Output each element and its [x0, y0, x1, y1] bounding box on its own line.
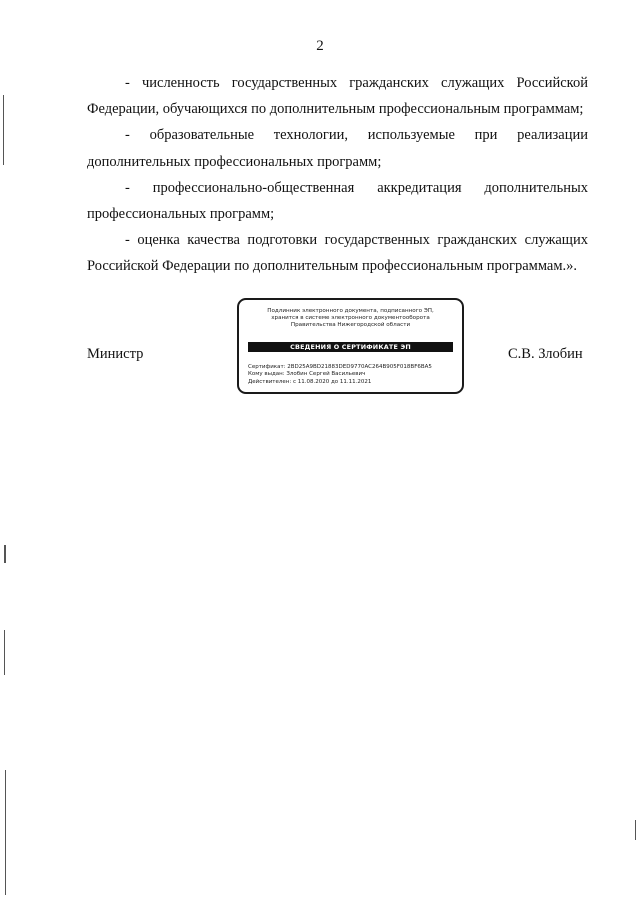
stamp-validity: Действителен: с 11.08.2020 до 11.11.2021 [248, 378, 372, 385]
stamp-header-line-2: хранится в системе электронного документооборота [271, 315, 430, 322]
paragraph-3 [87, 175, 588, 227]
paragraph-4 [87, 227, 588, 279]
paragraph-1-text: - численность государственных гражданских служащих Российской Федерации, обучающихся по дополнительным профессиональным программам; [87, 75, 588, 118]
document-body [87, 70, 588, 280]
scan-mark-1 [3, 95, 4, 165]
signer-position: Министр [87, 346, 144, 362]
scan-mark-4 [5, 770, 6, 895]
paragraph-3-text: - профессионально-общественная аккредитация дополнительных профессиональных программ; [87, 179, 588, 223]
scan-mark-5 [635, 820, 636, 840]
page-number: 2 [316, 38, 324, 54]
paragraph-1 [87, 70, 588, 122]
stamp-header-line-3: Правительства Нижегородской области [290, 322, 411, 329]
stamp-issued-to: Кому выдан: Злобин Сергей Васильевич [248, 371, 366, 378]
stamp-title: СВЕДЕНИЯ О СЕРТИФИКАТЕ ЭП [248, 342, 453, 352]
stamp-header [245, 308, 456, 330]
digital-signature-stamp [237, 298, 464, 394]
stamp-certificate: Сертификат: 2BD25A9BD21883DED9770AC264B905F018BF6BA5 [248, 364, 432, 370]
paragraph-2 [87, 122, 588, 174]
paragraph-4-text: - оценка качества подготовки государственных гражданских служащих Российской Федерации по дополнительным профессиональным программам.». [87, 232, 588, 275]
stamp-header-line-1: Подлинник электронного документа, подписанного ЭП, [267, 308, 434, 314]
paragraph-2-text: - образовательные технологии, используемые при реализации дополнительных профессиональных программ; [87, 127, 588, 170]
scan-mark-3 [4, 630, 5, 675]
signer-name: С.В. Злобин [508, 346, 583, 362]
stamp-details [248, 364, 456, 386]
scan-mark-2 [4, 545, 6, 563]
